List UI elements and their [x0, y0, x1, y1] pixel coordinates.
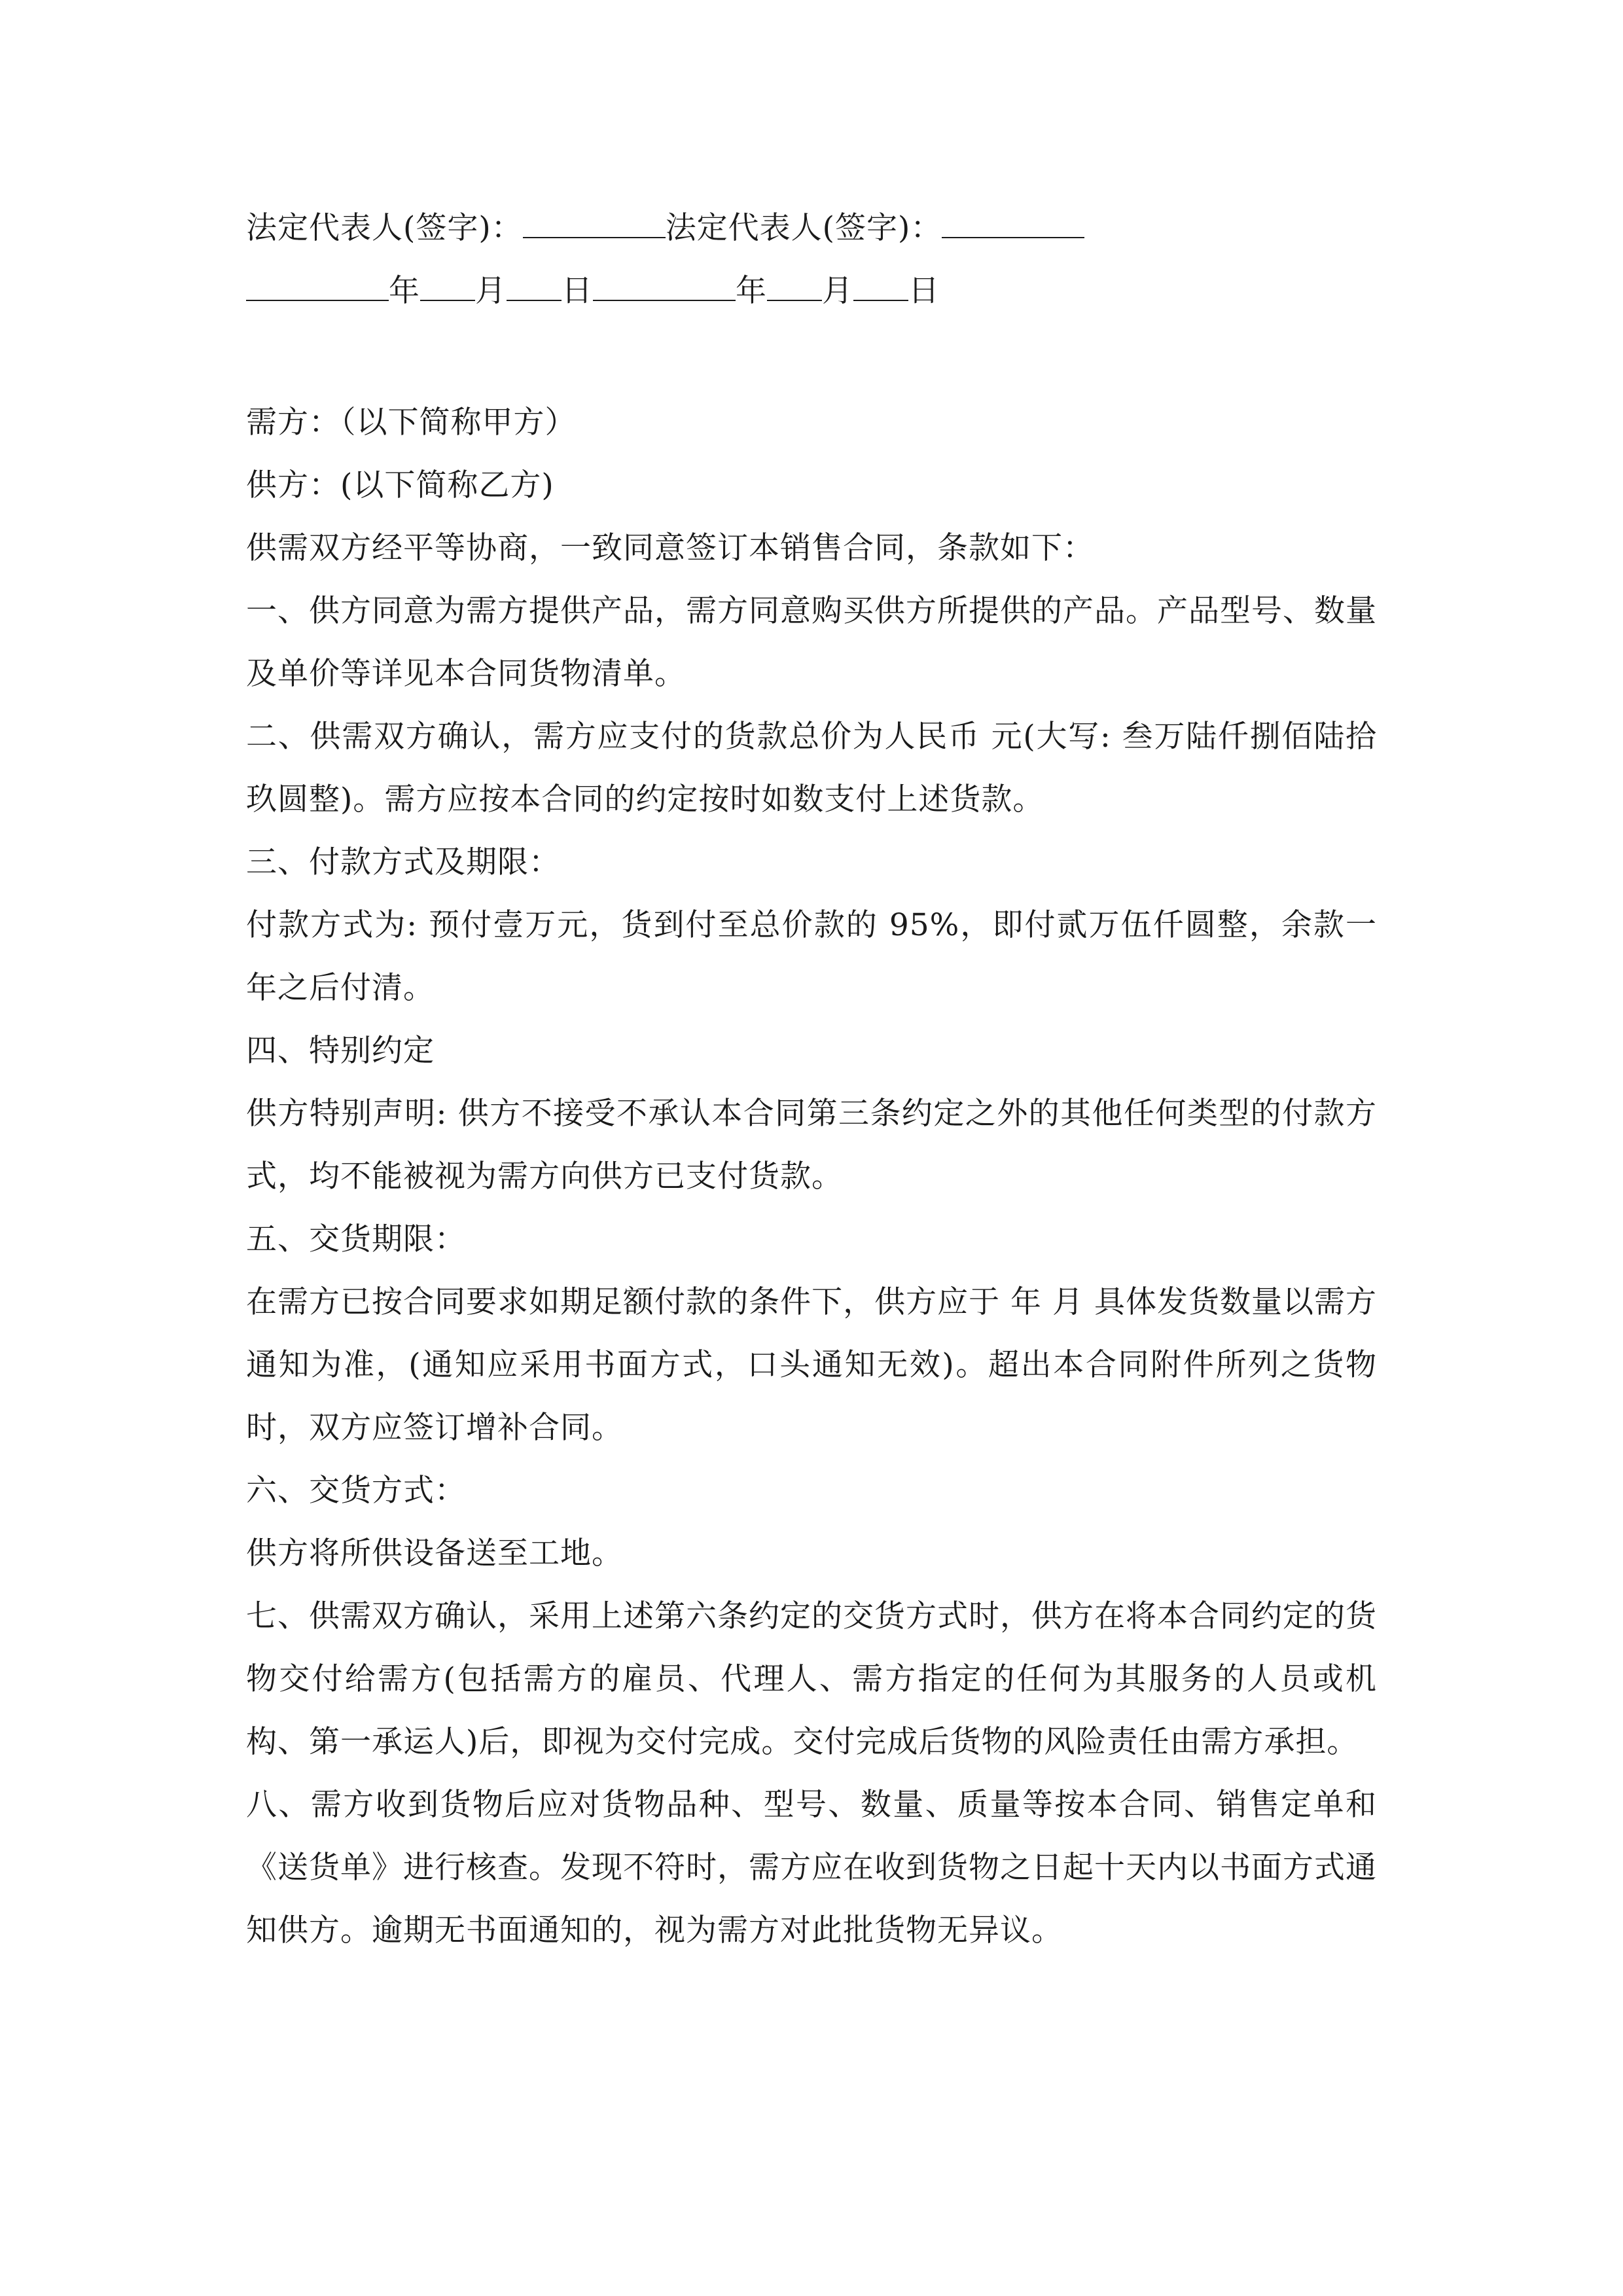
rep-signature-label-1: 法定代表人(签字)：: [246, 210, 523, 246]
clause-7: 七、供需双方确认，采用上述第六条约定的交货方式时，供方在将本合同约定的货物交付给需方(包括需方的雇员、代理人、需方指定的任何为其服务的人员或机构、第一承运人)后，即视为交付完成。交付完成后货物的风险责任由需方承担。: [246, 1598, 1377, 1760]
month-label-2: 月: [822, 273, 853, 309]
month-blank-2: [767, 271, 822, 301]
rep-signature-label-2: 法定代表人(签字)：: [665, 210, 942, 246]
intro-text: 供需双方经平等协商，一致同意签订本销售合同，条款如下：: [246, 530, 1094, 566]
day-label-1: 日: [562, 273, 593, 309]
signature-line: [246, 208, 1084, 248]
year-blank-2: [593, 271, 736, 301]
contract-body: [246, 391, 1377, 1962]
day-label-2: 日: [908, 273, 940, 309]
clause-2: 二、供需双方确认，需方应支付的货款总价为人民币 元(大写: 叁万陆仟捌佰陆拾玖圆整)。需方应按本合同的约定按时如数支付上述货款。: [246, 719, 1377, 817]
month-label-1: 月: [475, 273, 507, 309]
day-blank-1: [507, 271, 562, 301]
date-line: [246, 271, 940, 311]
clause-5-text: 在需方已按合同要求如期足额付款的条件下，供方应于 年 月 具体发货数量以需方通知为准，(通知应采用书面方式，口头通知无效)。超出本合同附件所列之货物时，双方应签订增补合同。: [246, 1284, 1377, 1446]
buyer-party: 需方：（以下简称甲方）: [246, 404, 577, 440]
seller-party: 供方：(以下简称乙方): [246, 467, 554, 503]
signature-blank-1: [523, 208, 666, 238]
clause-3-text: 付款方式为: 预付壹万元，货到付至总价款的 95%，即付贰万伍仟圆整，余款一年之后付清。: [246, 907, 1377, 1006]
day-blank-2: [853, 271, 908, 301]
clause-8: 八、需方收到货物后应对货物品种、型号、数量、质量等按本合同、销售定单和《送货单》进行核查。发现不符时，需方应在收到货物之日起十天内以书面方式通知供方。逾期无书面通知的，视为需方对此批货物无异议。: [246, 1787, 1377, 1948]
clause-1: 一、供方同意为需方提供产品，需方同意购买供方所提供的产品。产品型号、数量及单价等详见本合同货物清单。: [246, 593, 1377, 692]
month-blank-1: [420, 271, 475, 301]
year-label-2: 年: [736, 273, 767, 309]
signature-blank-2: [942, 208, 1084, 238]
year-blank-1: [246, 271, 389, 301]
clause-6-heading: 六、交货方式：: [246, 1473, 466, 1509]
clause-5-heading: 五、交货期限：: [246, 1221, 466, 1257]
clause-4-text: 供方特别声明: 供方不接受不承认本合同第三条约定之外的其他任何类型的付款方式，均不能被视为需方向供方已支付货款。: [246, 1096, 1377, 1194]
clause-4-heading: 四、特别约定: [246, 1033, 435, 1069]
year-label-1: 年: [389, 273, 420, 309]
clause-6-text: 供方将所供设备送至工地。: [246, 1535, 623, 1571]
clause-3-heading: 三、付款方式及期限：: [246, 844, 560, 880]
